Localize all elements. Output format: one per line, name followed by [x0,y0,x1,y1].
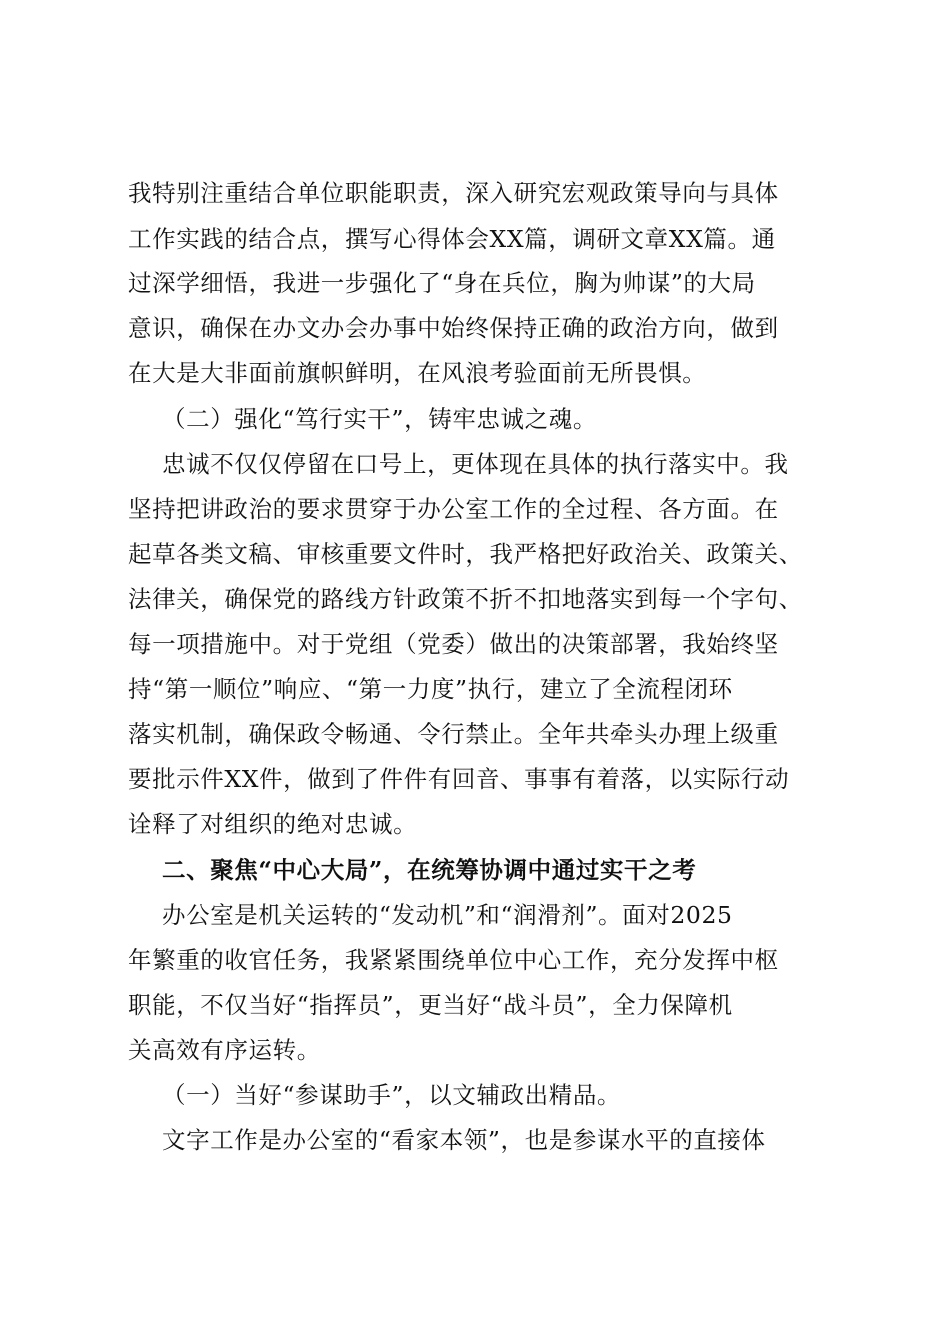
text-line: 每一项措施中。对于党组（党委）做出的决策部署，我始终坚 [128,630,779,658]
text-line: 过深学细悟，我进一步强化了“身在兵位，胸为帅谋”的大局 [128,269,756,297]
text-line: 持“第一顺位”响应、“第一力度”执行，建立了全流程闭环 [128,675,733,703]
text-line: 职能，不仅当好“指挥员”，更当好“战斗员”，全力保障机 [128,991,733,1019]
text-line: 办公室是机关运转的“发动机”和“润滑剂”。面对2025 [162,901,733,929]
text-line: 工作实践的结合点，撰写心得体会XX篇，调研文章XX篇。通 [128,225,776,253]
text-line: 意识，确保在办文办会办事中始终保持正确的政治方向，做到 [128,314,779,342]
text-line: 我特别注重结合单位职能职责，深入研究宏观政策导向与具体 [128,179,779,207]
subheading: （二）强化“笃行实干”，铸牢忠诚之魂。 [162,405,597,433]
section-heading: 二、聚焦“中心大局”，在统筹协调中通过实干之考 [162,856,697,884]
text-line: 年繁重的收官任务，我紧紧围绕单位中心工作，充分发挥中枢 [128,946,779,974]
text-line: 忠诚不仅仅停留在口号上，更体现在具体的执行落实中。我 [162,450,789,478]
subheading: （一）当好“参谋助手”，以文辅政出精品。 [162,1081,622,1109]
text-line: 在大是大非面前旗帜鲜明，在风浪考验面前无所畏惧。 [128,359,707,387]
text-line: 坚持把讲政治的要求贯穿于办公室工作的全过程、各方面。在 [128,495,779,523]
text-line: 关高效有序运转。 [128,1036,321,1064]
text-line: 起草各类文稿、审核重要文件时，我严格把好政治关、政策关、 [128,540,803,568]
text-line: 法律关，确保党的路线方针政策不折不扣地落实到每一个字句、 [128,585,803,613]
text-line: 要批示件XX件，做到了件件有回音、事事有着落，以实际行动 [128,765,790,793]
text-line: 文字工作是办公室的“看家本领”，也是参谋水平的直接体 [162,1126,766,1154]
text-line: 诠释了对组织的绝对忠诚。 [128,810,418,838]
text-line: 落实机制，确保政令畅通、令行禁止。全年共牵头办理上级重 [128,720,779,748]
